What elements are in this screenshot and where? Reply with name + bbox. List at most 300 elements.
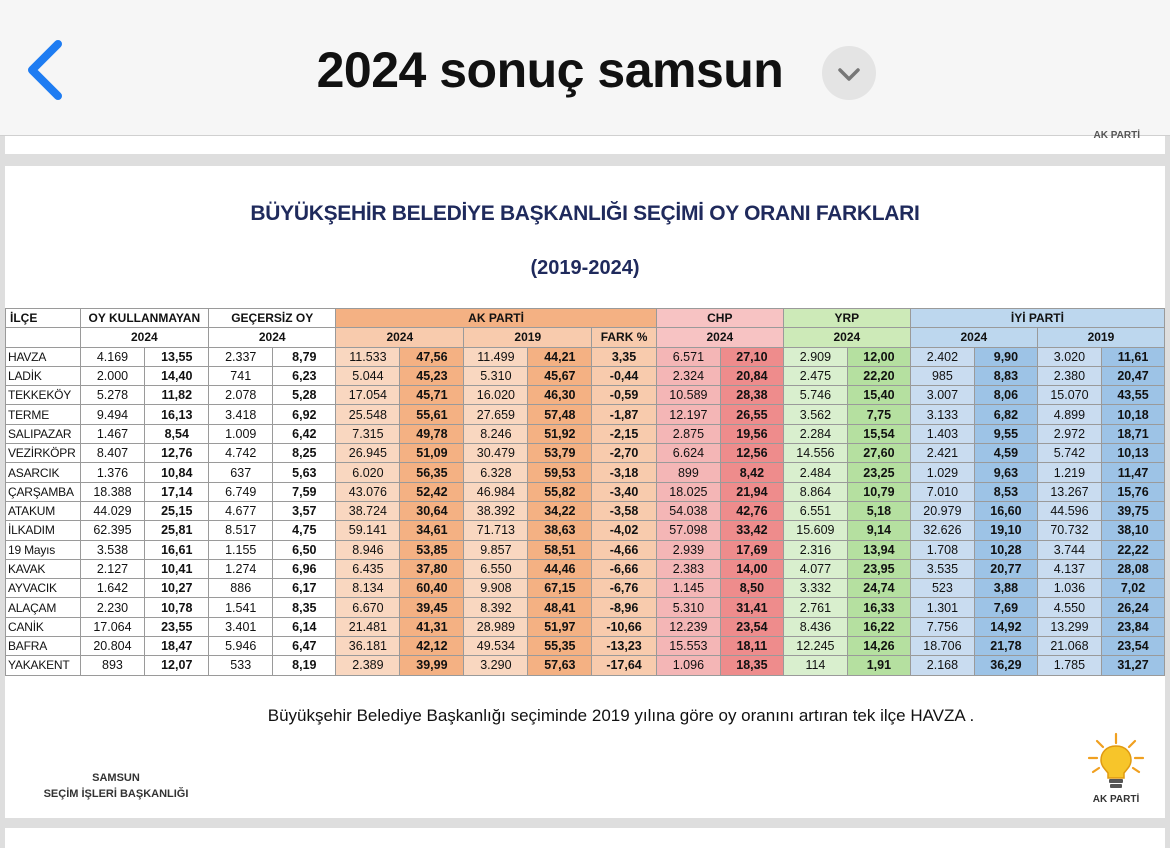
table-row — [6, 386, 1165, 405]
cell-chp-2024-oy: 1.096 — [656, 656, 720, 675]
previous-page — [5, 130, 1165, 154]
cell-iyi-2024-oran: 9,90 — [975, 347, 1038, 366]
header-empty — [6, 328, 81, 347]
cell-yrp-2024-oy: 8.436 — [783, 617, 847, 636]
cell-oy-kullanmayan-sayi: 5.278 — [80, 386, 145, 405]
cell-gecersiz-sayi: 2.337 — [209, 347, 273, 366]
cell-akparti-2024-oy: 6.020 — [336, 463, 400, 482]
header-year: 2024 — [783, 328, 910, 347]
cell-iyi-2019-oran: 26,24 — [1102, 598, 1165, 617]
cell-iyi-2024-oran: 9,55 — [975, 424, 1038, 443]
table-row — [6, 559, 1165, 578]
cell-gecersiz-sayi: 1.274 — [209, 559, 273, 578]
cell-chp-2024-oy: 2.324 — [656, 366, 720, 385]
table-body — [6, 347, 1165, 675]
cell-akparti-2019-oran: 34,22 — [528, 501, 592, 520]
cell-akparti-fark: -17,64 — [592, 656, 657, 675]
cell-akparti-2024-oy: 7.315 — [336, 424, 400, 443]
cell-gecersiz-oran: 8,35 — [273, 598, 336, 617]
footer-line-2: SEÇİM İŞLERİ BAŞKANLIĞI — [43, 788, 189, 800]
cell-akparti-2019-oran: 48,41 — [528, 598, 592, 617]
cell-akparti-2024-oran: 30,64 — [400, 501, 464, 520]
cell-oy-kullanmayan-sayi: 893 — [80, 656, 145, 675]
cell-chp-2024-oy: 899 — [656, 463, 720, 482]
cell-chp-2024-oran: 18,11 — [720, 637, 783, 656]
cell-iyi-2019-oy: 13.267 — [1037, 482, 1101, 501]
cell-oy-kullanmayan-oran: 10,78 — [145, 598, 209, 617]
cell-oy-kullanmayan-oran: 16,13 — [145, 405, 209, 424]
cell-ilce: KAVAK — [6, 559, 81, 578]
cell-akparti-2019-oran: 57,48 — [528, 405, 592, 424]
cell-iyi-2024-oran: 16,60 — [975, 501, 1038, 520]
results-table — [5, 308, 1165, 676]
cell-akparti-2019-oy: 49.534 — [464, 637, 528, 656]
cell-oy-kullanmayan-oran: 18,47 — [145, 637, 209, 656]
cell-ilce: LADİK — [6, 366, 81, 385]
cell-ilce: VEZİRKÖPR — [6, 444, 81, 463]
table-year-header-row — [6, 328, 1165, 347]
cell-iyi-2024-oran: 36,29 — [975, 656, 1038, 675]
cell-akparti-2024-oy: 2.389 — [336, 656, 400, 675]
cell-akparti-2024-oran: 45,71 — [400, 386, 464, 405]
header-iyi-parti: İYİ PARTİ — [910, 309, 1164, 328]
cell-gecersiz-sayi: 4.677 — [209, 501, 273, 520]
cell-yrp-2024-oran: 22,20 — [847, 366, 910, 385]
cell-yrp-2024-oy: 2.761 — [783, 598, 847, 617]
cell-yrp-2024-oy: 2.475 — [783, 366, 847, 385]
cell-iyi-2019-oy: 3.020 — [1037, 347, 1101, 366]
cell-gecersiz-oran: 6,47 — [273, 637, 336, 656]
cell-akparti-2024-oy: 59.141 — [336, 521, 400, 540]
cell-iyi-2024-oran: 14,92 — [975, 617, 1038, 636]
cell-akparti-2019-oy: 30.479 — [464, 444, 528, 463]
cell-akparti-2024-oy: 17.054 — [336, 386, 400, 405]
cell-ilce: TERME — [6, 405, 81, 424]
cell-iyi-2019-oy: 4.137 — [1037, 559, 1101, 578]
cell-akparti-2019-oy: 6.550 — [464, 559, 528, 578]
cell-iyi-2019-oran: 10,13 — [1102, 444, 1165, 463]
cell-akparti-fark: -6,66 — [592, 559, 657, 578]
cell-yrp-2024-oy: 3.562 — [783, 405, 847, 424]
cell-akparti-2019-oy: 11.499 — [464, 347, 528, 366]
cell-akparti-2024-oran: 42,12 — [400, 637, 464, 656]
cell-akparti-2024-oy: 21.481 — [336, 617, 400, 636]
cell-gecersiz-oran: 6,96 — [273, 559, 336, 578]
cell-oy-kullanmayan-sayi: 8.407 — [80, 444, 145, 463]
cell-chp-2024-oran: 18,35 — [720, 656, 783, 675]
cell-iyi-2024-oy: 3.535 — [910, 559, 974, 578]
header-gecersiz-oy: GEÇERSİZ OY — [209, 309, 336, 328]
chevron-down-icon — [835, 60, 863, 88]
cell-iyi-2019-oran: 28,08 — [1102, 559, 1165, 578]
cell-iyi-2019-oy: 15.070 — [1037, 386, 1101, 405]
cell-chp-2024-oy: 12.197 — [656, 405, 720, 424]
cell-oy-kullanmayan-oran: 16,61 — [145, 540, 209, 559]
cell-akparti-2024-oran: 51,09 — [400, 444, 464, 463]
cell-gecersiz-oran: 6,92 — [273, 405, 336, 424]
cell-yrp-2024-oy: 2.909 — [783, 347, 847, 366]
cell-akparti-2024-oran: 45,23 — [400, 366, 464, 385]
cell-yrp-2024-oran: 7,75 — [847, 405, 910, 424]
cell-akparti-fark: -3,40 — [592, 482, 657, 501]
cell-iyi-2024-oran: 8,83 — [975, 366, 1038, 385]
cell-gecersiz-sayi: 1.155 — [209, 540, 273, 559]
cell-yrp-2024-oy: 6.551 — [783, 501, 847, 520]
cell-gecersiz-sayi: 6.749 — [209, 482, 273, 501]
cell-akparti-2019-oy: 28.989 — [464, 617, 528, 636]
cell-akparti-2019-oy: 16.020 — [464, 386, 528, 405]
cell-akparti-2024-oran: 37,80 — [400, 559, 464, 578]
cell-yrp-2024-oran: 16,22 — [847, 617, 910, 636]
cell-yrp-2024-oy: 12.245 — [783, 637, 847, 656]
cell-iyi-2019-oran: 11,47 — [1102, 463, 1165, 482]
cell-iyi-2019-oran: 43,55 — [1102, 386, 1165, 405]
cell-gecersiz-oran: 6,17 — [273, 579, 336, 598]
previous-page-logo-text: AK PARTİ — [1093, 130, 1140, 141]
cell-oy-kullanmayan-oran: 10,84 — [145, 463, 209, 482]
cell-akparti-2019-oran: 57,63 — [528, 656, 592, 675]
cell-chp-2024-oy: 2.875 — [656, 424, 720, 443]
cell-yrp-2024-oy: 4.077 — [783, 559, 847, 578]
cell-ilce: ATAKUM — [6, 501, 81, 520]
table-row — [6, 579, 1165, 598]
cell-gecersiz-oran: 8,79 — [273, 347, 336, 366]
cell-akparti-fark: -3,58 — [592, 501, 657, 520]
cell-yrp-2024-oran: 15,54 — [847, 424, 910, 443]
cell-gecersiz-sayi: 1.009 — [209, 424, 273, 443]
cell-chp-2024-oran: 28,38 — [720, 386, 783, 405]
table-row — [6, 656, 1165, 675]
cell-iyi-2019-oran: 15,76 — [1102, 482, 1165, 501]
cell-ilce: CANİK — [6, 617, 81, 636]
cell-akparti-2019-oy: 8.246 — [464, 424, 528, 443]
cell-akparti-fark: -13,23 — [592, 637, 657, 656]
cell-oy-kullanmayan-sayi: 1.376 — [80, 463, 145, 482]
table-row — [6, 444, 1165, 463]
header-oy-kullanmayan: OY KULLANMAYAN — [80, 309, 209, 328]
cell-iyi-2019-oy: 70.732 — [1037, 521, 1101, 540]
cell-gecersiz-sayi: 533 — [209, 656, 273, 675]
cell-yrp-2024-oran: 23,95 — [847, 559, 910, 578]
cell-ilce: SALIPAZAR — [6, 424, 81, 443]
cell-gecersiz-oran: 6,50 — [273, 540, 336, 559]
cell-oy-kullanmayan-oran: 13,55 — [145, 347, 209, 366]
cell-yrp-2024-oran: 16,33 — [847, 598, 910, 617]
cell-chp-2024-oran: 20,84 — [720, 366, 783, 385]
cell-oy-kullanmayan-sayi: 2.000 — [80, 366, 145, 385]
cell-iyi-2024-oy: 1.403 — [910, 424, 974, 443]
cell-chp-2024-oy: 54.038 — [656, 501, 720, 520]
header-chp: CHP — [656, 309, 783, 328]
cell-iyi-2024-oran: 21,78 — [975, 637, 1038, 656]
cell-gecersiz-oran: 6,14 — [273, 617, 336, 636]
cell-akparti-2024-oy: 11.533 — [336, 347, 400, 366]
cell-yrp-2024-oran: 9,14 — [847, 521, 910, 540]
cell-chp-2024-oy: 2.383 — [656, 559, 720, 578]
cell-akparti-2024-oran: 47,56 — [400, 347, 464, 366]
cell-chp-2024-oran: 27,10 — [720, 347, 783, 366]
header-fark: FARK % — [592, 328, 657, 347]
cell-akparti-2019-oran: 51,92 — [528, 424, 592, 443]
cell-iyi-2019-oran: 23,54 — [1102, 637, 1165, 656]
logo-text: AK PARTİ — [1092, 794, 1140, 805]
header-yrp: YRP — [783, 309, 910, 328]
cell-akparti-2019-oy: 46.984 — [464, 482, 528, 501]
cell-akparti-2019-oy: 9.908 — [464, 579, 528, 598]
cell-iyi-2024-oy: 32.626 — [910, 521, 974, 540]
cell-akparti-2019-oran: 46,30 — [528, 386, 592, 405]
header-year: 2024 — [656, 328, 783, 347]
cell-oy-kullanmayan-oran: 8,54 — [145, 424, 209, 443]
cell-akparti-2024-oran: 39,45 — [400, 598, 464, 617]
cell-ilce: HAVZA — [6, 347, 81, 366]
cell-yrp-2024-oran: 5,18 — [847, 501, 910, 520]
cell-akparti-2019-oy: 3.290 — [464, 656, 528, 675]
cell-akparti-2024-oran: 52,42 — [400, 482, 464, 501]
cell-iyi-2019-oy: 1.219 — [1037, 463, 1101, 482]
cell-chp-2024-oran: 17,69 — [720, 540, 783, 559]
table-row — [6, 598, 1165, 617]
cell-akparti-2019-oran: 67,15 — [528, 579, 592, 598]
cell-gecersiz-oran: 7,59 — [273, 482, 336, 501]
cell-yrp-2024-oy: 8.864 — [783, 482, 847, 501]
cell-oy-kullanmayan-oran: 10,27 — [145, 579, 209, 598]
cell-iyi-2019-oy: 2.972 — [1037, 424, 1101, 443]
cell-ilce: BAFRA — [6, 637, 81, 656]
cell-akparti-2024-oy: 36.181 — [336, 637, 400, 656]
cell-akparti-2019-oran: 44,46 — [528, 559, 592, 578]
cell-iyi-2019-oy: 1.036 — [1037, 579, 1101, 598]
cell-chp-2024-oran: 42,76 — [720, 501, 783, 520]
cell-akparti-2019-oy: 9.857 — [464, 540, 528, 559]
cell-yrp-2024-oran: 12,00 — [847, 347, 910, 366]
table-row — [6, 405, 1165, 424]
cell-iyi-2024-oran: 7,69 — [975, 598, 1038, 617]
cell-iyi-2019-oran: 11,61 — [1102, 347, 1165, 366]
cell-oy-kullanmayan-sayi: 1.642 — [80, 579, 145, 598]
cell-iyi-2019-oy: 1.785 — [1037, 656, 1101, 675]
table-row — [6, 617, 1165, 636]
cell-gecersiz-sayi: 4.742 — [209, 444, 273, 463]
cell-yrp-2024-oran: 1,91 — [847, 656, 910, 675]
cell-akparti-2019-oy: 8.392 — [464, 598, 528, 617]
cell-iyi-2019-oy: 4.550 — [1037, 598, 1101, 617]
header-year: 2024 — [209, 328, 336, 347]
cell-chp-2024-oy: 18.025 — [656, 482, 720, 501]
cell-akparti-2024-oy: 38.724 — [336, 501, 400, 520]
cell-iyi-2019-oran: 22,22 — [1102, 540, 1165, 559]
cell-iyi-2024-oy: 7.010 — [910, 482, 974, 501]
cell-akparti-2019-oran: 38,63 — [528, 521, 592, 540]
cell-akparti-2019-oran: 55,35 — [528, 637, 592, 656]
cell-iyi-2019-oran: 38,10 — [1102, 521, 1165, 540]
cell-oy-kullanmayan-sayi: 20.804 — [80, 637, 145, 656]
table-row — [6, 424, 1165, 443]
cell-chp-2024-oran: 23,54 — [720, 617, 783, 636]
footer-line-1: SAMSUN — [92, 772, 140, 784]
cell-iyi-2024-oran: 10,28 — [975, 540, 1038, 559]
cell-chp-2024-oran: 8,50 — [720, 579, 783, 598]
cell-gecersiz-sayi: 3.418 — [209, 405, 273, 424]
header-year: 2019 — [464, 328, 592, 347]
cell-chp-2024-oran: 33,42 — [720, 521, 783, 540]
page-title: 2024 sonuç samsun — [316, 42, 784, 98]
table-row — [6, 637, 1165, 656]
cell-gecersiz-oran: 8,19 — [273, 656, 336, 675]
cell-iyi-2024-oran: 20,77 — [975, 559, 1038, 578]
cell-akparti-fark: -0,59 — [592, 386, 657, 405]
cell-gecersiz-oran: 3,57 — [273, 501, 336, 520]
cell-iyi-2024-oy: 1.301 — [910, 598, 974, 617]
cell-iyi-2024-oy: 18.706 — [910, 637, 974, 656]
cell-oy-kullanmayan-sayi: 1.467 — [80, 424, 145, 443]
cell-akparti-2024-oran: 55,61 — [400, 405, 464, 424]
cell-iyi-2024-oy: 985 — [910, 366, 974, 385]
cell-iyi-2019-oy: 21.068 — [1037, 637, 1101, 656]
cell-akparti-fark: -3,18 — [592, 463, 657, 482]
header-ilce: İLÇE — [6, 309, 81, 328]
cell-yrp-2024-oran: 23,25 — [847, 463, 910, 482]
cell-oy-kullanmayan-oran: 10,41 — [145, 559, 209, 578]
cell-yrp-2024-oy: 5.746 — [783, 386, 847, 405]
cell-akparti-fark: -4,66 — [592, 540, 657, 559]
cell-akparti-fark: -4,02 — [592, 521, 657, 540]
cell-oy-kullanmayan-sayi: 4.169 — [80, 347, 145, 366]
cell-yrp-2024-oran: 13,94 — [847, 540, 910, 559]
cell-iyi-2024-oy: 2.421 — [910, 444, 974, 463]
cell-oy-kullanmayan-oran: 12,07 — [145, 656, 209, 675]
cell-akparti-2019-oy: 6.328 — [464, 463, 528, 482]
cell-gecersiz-oran: 6,23 — [273, 366, 336, 385]
cell-oy-kullanmayan-oran: 17,14 — [145, 482, 209, 501]
cell-akparti-fark: -2,70 — [592, 444, 657, 463]
cell-akparti-2024-oy: 5.044 — [336, 366, 400, 385]
cell-iyi-2024-oy: 1.029 — [910, 463, 974, 482]
cell-ilce: TEKKEKÖY — [6, 386, 81, 405]
cell-chp-2024-oran: 14,00 — [720, 559, 783, 578]
cell-akparti-2019-oran: 51,97 — [528, 617, 592, 636]
document-page — [5, 166, 1165, 818]
title-menu-button[interactable] — [822, 46, 876, 100]
cell-chp-2024-oran: 8,42 — [720, 463, 783, 482]
cell-oy-kullanmayan-oran: 14,40 — [145, 366, 209, 385]
cell-chp-2024-oy: 6.624 — [656, 444, 720, 463]
cell-yrp-2024-oran: 14,26 — [847, 637, 910, 656]
cell-iyi-2024-oy: 3.133 — [910, 405, 974, 424]
footer-organization — [41, 770, 191, 802]
cell-oy-kullanmayan-sayi: 9.494 — [80, 405, 145, 424]
cell-gecersiz-oran: 6,42 — [273, 424, 336, 443]
cell-iyi-2024-oran: 4,59 — [975, 444, 1038, 463]
cell-akparti-2019-oran: 45,67 — [528, 366, 592, 385]
cell-gecersiz-oran: 5,63 — [273, 463, 336, 482]
cell-iyi-2019-oran: 23,84 — [1102, 617, 1165, 636]
cell-ilce: ALAÇAM — [6, 598, 81, 617]
cell-chp-2024-oran: 12,56 — [720, 444, 783, 463]
cell-yrp-2024-oran: 24,74 — [847, 579, 910, 598]
cell-gecersiz-sayi: 5.946 — [209, 637, 273, 656]
cell-akparti-fark: -0,44 — [592, 366, 657, 385]
cell-iyi-2019-oy: 2.380 — [1037, 366, 1101, 385]
cell-gecersiz-sayi: 2.078 — [209, 386, 273, 405]
cell-oy-kullanmayan-sayi: 3.538 — [80, 540, 145, 559]
cell-yrp-2024-oran: 15,40 — [847, 386, 910, 405]
table-row — [6, 347, 1165, 366]
cell-akparti-2024-oran: 49,78 — [400, 424, 464, 443]
cell-akparti-2024-oy: 25.548 — [336, 405, 400, 424]
cell-akparti-2019-oran: 59,53 — [528, 463, 592, 482]
cell-chp-2024-oy: 1.145 — [656, 579, 720, 598]
cell-akparti-2024-oran: 53,85 — [400, 540, 464, 559]
cell-chp-2024-oran: 26,55 — [720, 405, 783, 424]
cell-oy-kullanmayan-sayi: 2.127 — [80, 559, 145, 578]
cell-iyi-2024-oy: 7.756 — [910, 617, 974, 636]
cell-akparti-fark: -6,76 — [592, 579, 657, 598]
cell-iyi-2019-oran: 39,75 — [1102, 501, 1165, 520]
cell-akparti-2024-oran: 41,31 — [400, 617, 464, 636]
cell-akparti-2019-oy: 38.392 — [464, 501, 528, 520]
cell-akparti-2024-oy: 6.670 — [336, 598, 400, 617]
cell-iyi-2024-oy: 2.168 — [910, 656, 974, 675]
cell-akparti-fark: 3,35 — [592, 347, 657, 366]
navigation-bar — [0, 0, 1170, 136]
cell-chp-2024-oy: 57.098 — [656, 521, 720, 540]
cell-ilce: 19 Mayıs — [6, 540, 81, 559]
cell-iyi-2019-oran: 18,71 — [1102, 424, 1165, 443]
cell-iyi-2024-oran: 8,06 — [975, 386, 1038, 405]
cell-akparti-2024-oran: 34,61 — [400, 521, 464, 540]
cell-oy-kullanmayan-sayi: 18.388 — [80, 482, 145, 501]
table-row — [6, 482, 1165, 501]
cell-iyi-2019-oy: 5.742 — [1037, 444, 1101, 463]
cell-gecersiz-oran: 5,28 — [273, 386, 336, 405]
cell-akparti-2019-oy: 27.659 — [464, 405, 528, 424]
cell-akparti-2024-oy: 8.134 — [336, 579, 400, 598]
ak-parti-logo — [1085, 732, 1147, 808]
cell-gecersiz-sayi: 637 — [209, 463, 273, 482]
cell-yrp-2024-oran: 10,79 — [847, 482, 910, 501]
cell-iyi-2024-oran: 19,10 — [975, 521, 1038, 540]
cell-iyi-2024-oran: 3,88 — [975, 579, 1038, 598]
cell-iyi-2024-oran: 9,63 — [975, 463, 1038, 482]
cell-gecersiz-sayi: 3.401 — [209, 617, 273, 636]
cell-chp-2024-oran: 21,94 — [720, 482, 783, 501]
cell-iyi-2019-oran: 7,02 — [1102, 579, 1165, 598]
cell-iyi-2019-oy: 13.299 — [1037, 617, 1101, 636]
cell-yrp-2024-oy: 114 — [783, 656, 847, 675]
cell-oy-kullanmayan-oran: 25,15 — [145, 501, 209, 520]
cell-chp-2024-oy: 12.239 — [656, 617, 720, 636]
document-title: BÜYÜKŞEHİR BELEDİYE BAŞKANLIĞI SEÇİMİ OY ORANI FARKLARI — [250, 202, 920, 225]
cell-akparti-2024-oran: 56,35 — [400, 463, 464, 482]
summary-note: Büyükşehir Belediye Başkanlığı seçiminde 2019 yılına göre oy oranını artıran tek ilçe HAVZA . — [267, 706, 975, 725]
cell-chp-2024-oran: 19,56 — [720, 424, 783, 443]
table-row — [6, 366, 1165, 385]
cell-gecersiz-sayi: 741 — [209, 366, 273, 385]
cell-yrp-2024-oy: 14.556 — [783, 444, 847, 463]
cell-akparti-2024-oy: 26.945 — [336, 444, 400, 463]
cell-iyi-2024-oran: 6,82 — [975, 405, 1038, 424]
lightbulb-icon — [1085, 732, 1147, 792]
cell-yrp-2024-oy: 2.316 — [783, 540, 847, 559]
cell-akparti-2024-oy: 8.946 — [336, 540, 400, 559]
cell-iyi-2019-oy: 3.744 — [1037, 540, 1101, 559]
next-page — [5, 828, 1165, 848]
cell-akparti-2024-oy: 43.076 — [336, 482, 400, 501]
cell-oy-kullanmayan-oran: 23,55 — [145, 617, 209, 636]
cell-iyi-2019-oy: 4.899 — [1037, 405, 1101, 424]
cell-akparti-2024-oran: 39,99 — [400, 656, 464, 675]
